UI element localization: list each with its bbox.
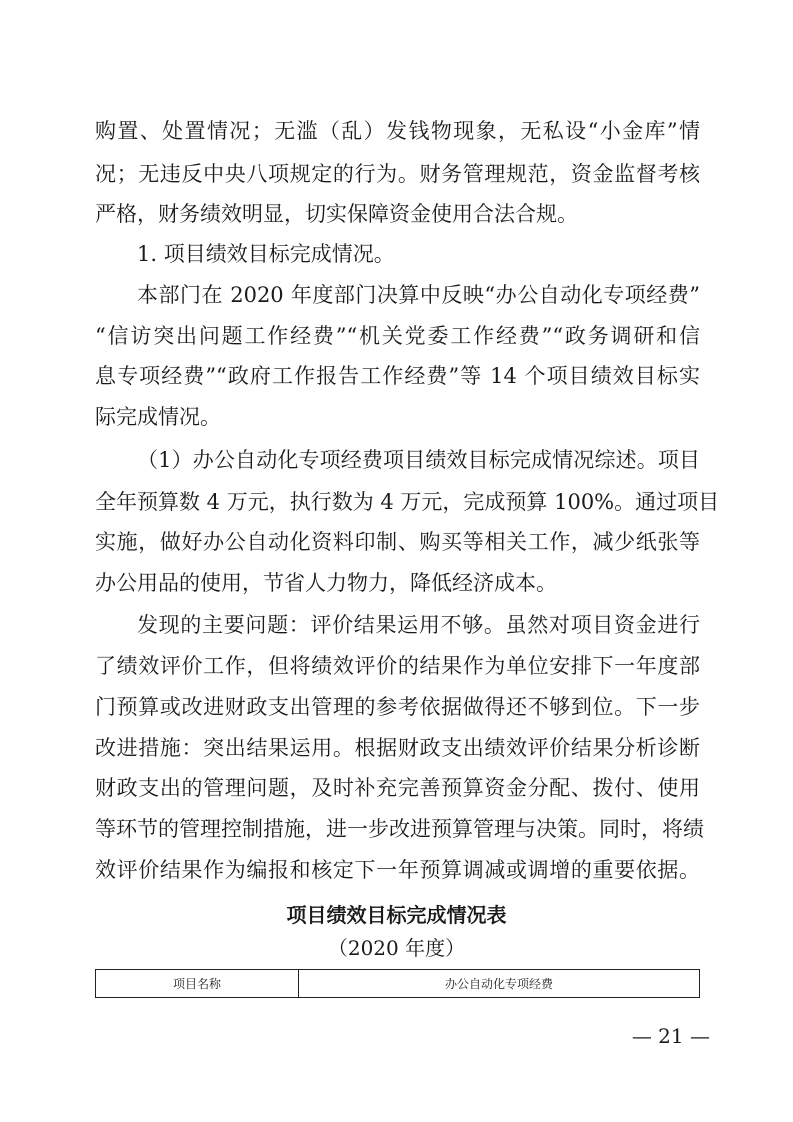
paragraph-line: 实施，做好办公自动化资料印制、购买等相关工作，减少纸张等 bbox=[95, 530, 700, 554]
paragraph-line: 购置、处置情况；无滥（乱）发钱物现象，无私设“小金库”情 bbox=[95, 119, 700, 143]
paragraph-line: “信访突出问题工作经费”“机关党委工作经费”“政务调研和信 bbox=[95, 324, 700, 348]
paragraph-line: 严格，财务绩效明显，切实保障资金使用合法合规。 bbox=[95, 202, 578, 226]
performance-table bbox=[95, 969, 700, 998]
paragraph-line: 效评价结果作为编报和核定下一年预算调减或调增的重要依据。 bbox=[95, 858, 700, 882]
table-cell-value: 办公自动化专项经费 bbox=[299, 970, 700, 998]
paragraph-line: 际完成情况。 bbox=[95, 405, 221, 429]
paragraph-line: 改进措施：突出结果运用。根据财政支出绩效评价结果分析诊断 bbox=[95, 736, 700, 760]
paragraph-line: 办公用品的使用，节省人力物力，降低经济成本。 bbox=[95, 571, 557, 595]
table-title: 项目绩效目标完成情况表 bbox=[286, 903, 507, 927]
paragraph-line: 了绩效评价工作，但将绩效评价的结果作为单位安排下一年度部 bbox=[95, 654, 700, 678]
paragraph-line: 发现的主要问题：评价结果运用不够。虽然对项目资金进行 bbox=[137, 613, 700, 637]
table-row bbox=[96, 970, 700, 998]
paragraph-line: 门预算或改进财政支出管理的参考依据做得还不够到位。下一步 bbox=[95, 695, 700, 719]
paragraph-line: 息专项经费”“政府工作报告工作经费”等 14 个项目绩效目标实 bbox=[95, 364, 700, 388]
paragraph-line: 等环节的管理控制措施，进一步改进预算管理与决策。同时，将绩 bbox=[95, 817, 704, 841]
paragraph-line: （1）办公自动化专项经费项目绩效目标完成情况综述。项目 bbox=[137, 448, 700, 472]
page-number: — 21 — bbox=[631, 1024, 710, 1048]
table-cell-label: 项目名称 bbox=[96, 970, 299, 998]
table-year: （2020 年度） bbox=[327, 936, 466, 960]
paragraph-line: 况；无违反中央八项规定的行为。财务管理规范，资金监督考核 bbox=[95, 162, 700, 186]
paragraph-line: 本部门在 2020 年度部门决算中反映“办公自动化专项经费” bbox=[137, 283, 700, 307]
paragraph-line: 财政支出的管理问题，及时补充完善预算资金分配、拨付、使用 bbox=[95, 776, 700, 800]
section-heading: 1. 项目绩效目标完成情况。 bbox=[137, 242, 395, 266]
paragraph-line: 全年预算数 4 万元，执行数为 4 万元，完成预算 100%。通过项目 bbox=[95, 490, 720, 514]
